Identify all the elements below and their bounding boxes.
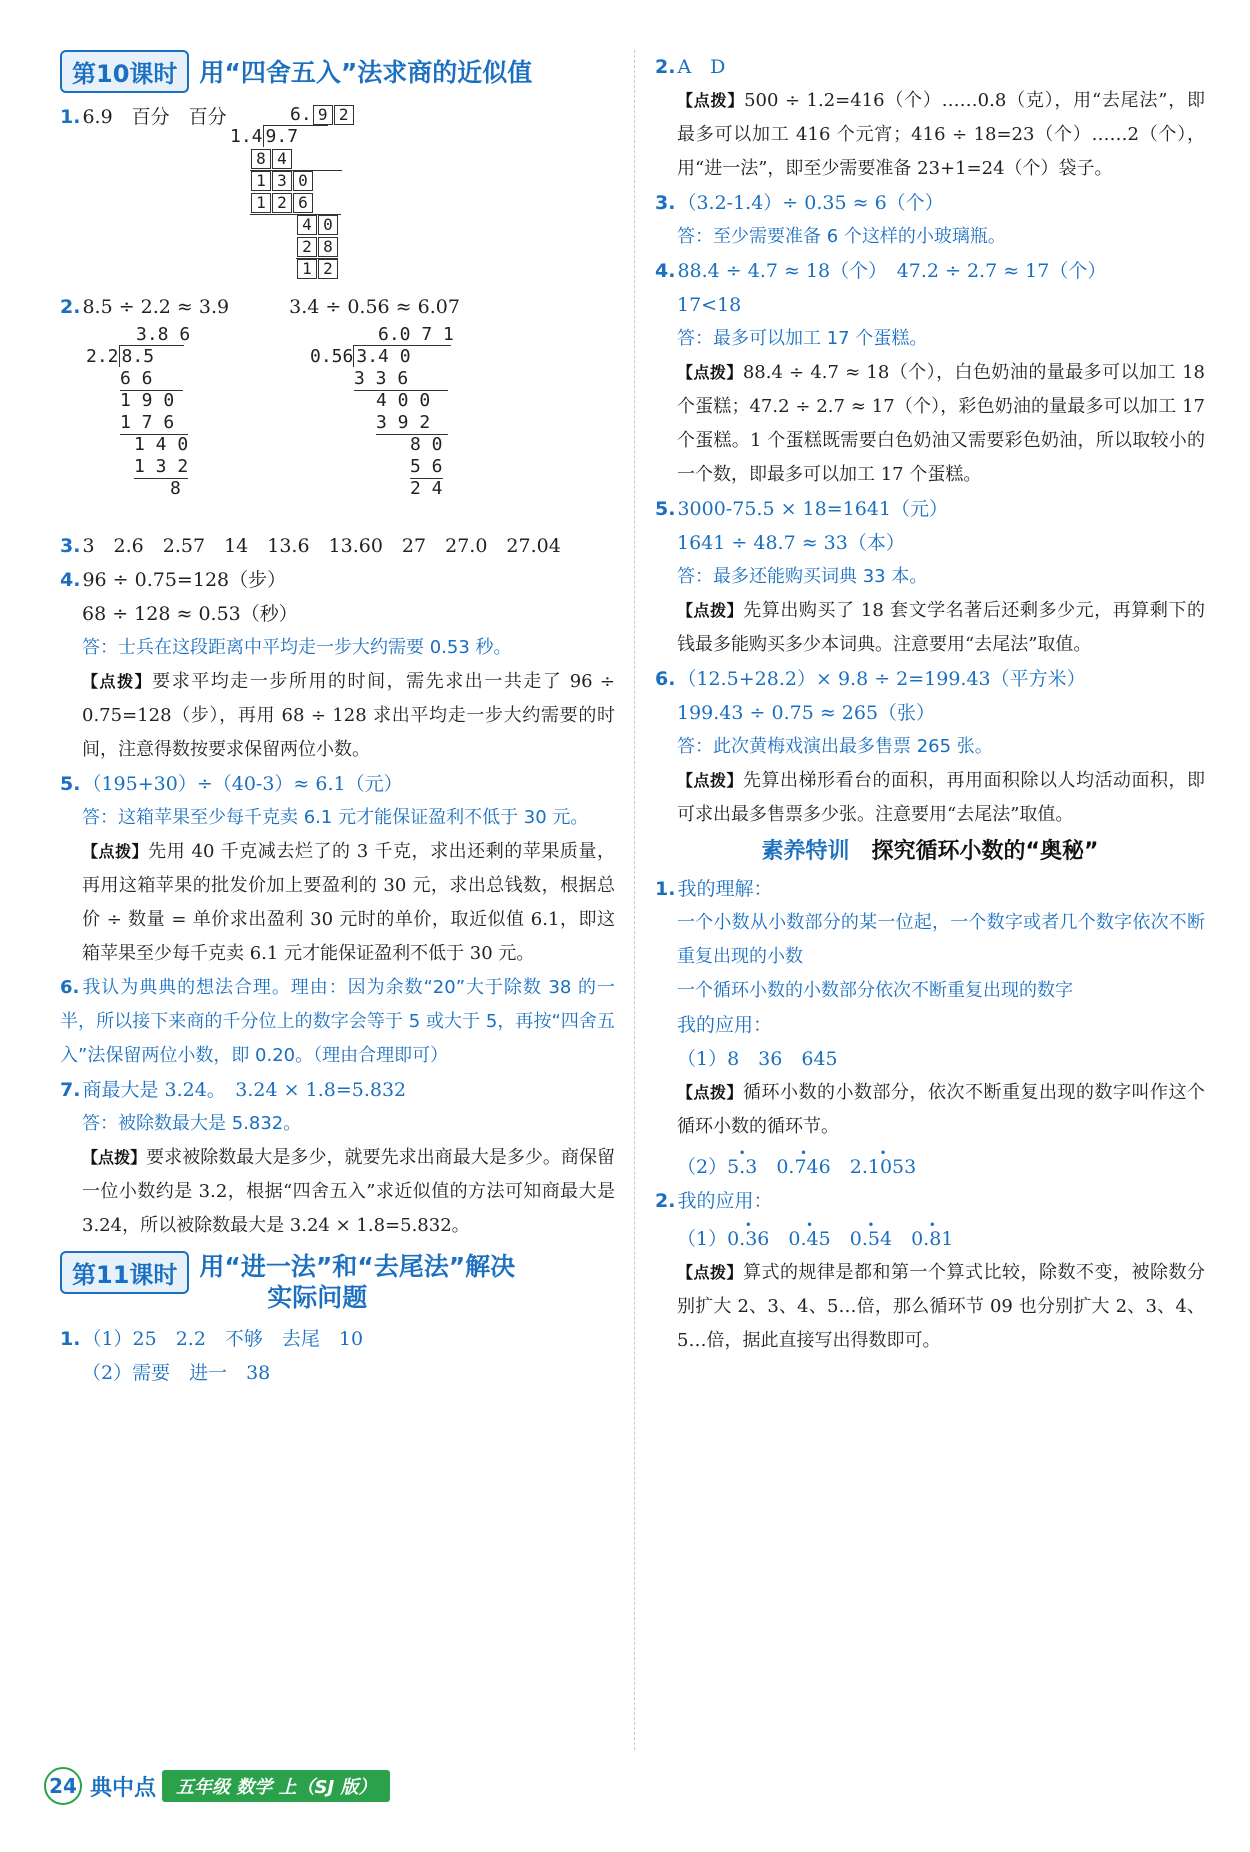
q-line: 68 ÷ 128 ≈ 0.53（秒）: [82, 603, 298, 625]
tip-tag: 【点拨】: [82, 842, 149, 861]
q-number: 2.: [60, 296, 81, 318]
answer-box: 2: [272, 193, 292, 213]
answer-text: 答：这箱苹果至少每千克卖 6.1 元才能保证盈利不低于 30 元。: [82, 807, 589, 828]
tip-text: 先算出购买了 18 套文学名著后还剩多少元，再算剩下的钱最多能购买多少本词典。注意要用“去尾法”取值。: [677, 600, 1205, 655]
lesson11-title-line2: 实际问题: [267, 1283, 368, 1313]
answer-box: 0: [293, 171, 313, 191]
q-text: 6.9 百分 百分: [82, 106, 227, 128]
tip-tag: 【点拨】: [677, 363, 743, 382]
q-line: （3.2-1.4）÷ 0.35 ≈ 6（个）: [677, 192, 944, 214]
tip-block: [655, 1076, 1205, 1144]
division-step: 1 4 0: [134, 434, 189, 455]
tip-text: 先算出梯形看台的面积，再用面积除以人均活动面积，即可求出最多售票多少张。注意要用“去尾法”取值。: [677, 770, 1205, 825]
q-number: 4.: [60, 569, 81, 591]
q-number: 3.: [655, 192, 676, 214]
q2-equation-b: 3.4 ÷ 0.56 ≈ 6.07: [289, 296, 460, 318]
l10-q6: [60, 971, 615, 1073]
q-text: 3 2.6 2.57 14 13.6 13.60 27 27.0 27.04: [82, 535, 561, 557]
lesson11-title-line1: 用“进一法”和“去尾法”解决: [199, 1252, 516, 1281]
answer-text: 答：士兵在这段距离中平均走一步大约需要 0.53 秒。: [82, 637, 512, 658]
q-number: 4.: [655, 260, 676, 282]
grade-label: 五年级 数学 上（SJ 版）: [162, 1770, 390, 1802]
long-division-2b: [310, 324, 454, 500]
answer-box: 1: [251, 193, 271, 213]
repeating-decimal: • 5.3: [727, 1150, 757, 1184]
page-footer: [44, 1766, 390, 1806]
quotient: 6.0 7 1: [378, 324, 454, 345]
q-line: （195+30）÷（40-3）≈ 6.1（元）: [82, 773, 403, 795]
q-text: A D: [677, 56, 726, 78]
q-number: 5.: [655, 498, 676, 520]
tip-text: 88.4 ÷ 4.7 ≈ 18（个），白色奶油的量最多可以加工 18 个蛋糕；47.2 ÷ 2.7 ≈ 17（个），彩色奶油的量最多可以加工 17 个蛋糕。1 个蛋糕既需要白色奶油又需要彩色奶油，所以取较小的一个数，即最多可以加工 17 个蛋糕。: [677, 362, 1205, 485]
division-step: 8: [170, 478, 181, 499]
s2-heading: 我的应用：: [677, 1190, 773, 1212]
l10-q5: [60, 767, 615, 801]
answer-text: 答：最多还能购买词典 33 本。: [677, 566, 928, 587]
repeating-decimal: • 0.746: [776, 1150, 830, 1184]
tip-tag: 【点拨】: [677, 771, 743, 790]
q-number: 5.: [60, 773, 81, 795]
answer-box: 6: [293, 193, 313, 213]
tip-block: [655, 1256, 1205, 1358]
answer-text: 答：此次黄梅戏演出最多售票 265 张。: [677, 736, 993, 757]
tip-block: [655, 356, 1205, 492]
q-number: 1.: [655, 878, 676, 900]
division-step: 1 9 0: [120, 390, 175, 411]
division-step: 3 9 2: [376, 412, 448, 435]
r-q3: [655, 186, 1205, 220]
page-number: 24: [44, 1767, 82, 1805]
tip-tag: 【点拨】: [82, 672, 153, 691]
tip-text: 算式的规律是都和第一个算式比较，除数不变，被除数分别扩大 2、3、4、5…倍，那么循环节 09 也分别扩大 2、3、4、5…倍，据此直接写出得数即可。: [677, 1262, 1205, 1351]
l11-q1a: [60, 1322, 615, 1356]
divisor: 1.4: [230, 126, 263, 147]
answer-box: 4: [297, 215, 317, 235]
q-text: （1）25 2.2 不够 去尾 10: [82, 1327, 364, 1350]
answer-text: 答：最多可以加工 17 个蛋糕。: [677, 328, 928, 349]
lesson10-title: 用“四舍五入”法求商的近似值: [199, 58, 533, 87]
l10-q2: [60, 290, 615, 324]
answer-text: 答：被除数最大是 5.832。: [82, 1113, 302, 1134]
tip-block: [60, 835, 615, 971]
r-q4: [655, 254, 1205, 288]
r-q2: [655, 50, 1205, 84]
q-number: 6.: [60, 977, 80, 998]
right-column: [655, 50, 1205, 1358]
s1-answer-1: （1）8 36 645: [677, 1048, 838, 1070]
q-line: 3000-75.5 × 18=1641（元）: [677, 498, 948, 520]
tip-text: 要求平均走一步所用的时间，需先求出一共走了 96 ÷ 0.75=128（步），再用 68 ÷ 128 求出平均走一步大约需要的时间，注意得数按要求保留两位小数。: [82, 671, 615, 760]
tip-block: [655, 764, 1205, 832]
divisor: 2.2: [86, 346, 119, 367]
division-step: 1 7 6: [120, 412, 188, 435]
left-column: [60, 50, 615, 1390]
tip-block: [60, 665, 615, 767]
division-step: 6 6: [120, 368, 183, 391]
repeating-decimal: • 0.45: [788, 1222, 830, 1256]
tip-text: 500 ÷ 1.2=416（个）……0.8（克），用“去尾法”，即最多可以加工 416 个元宵；416 ÷ 18=23（个）……2（个），用“进一法”，即至少需要准备 23+1=24（个）袋子。: [677, 90, 1205, 179]
q-text: （2）需要 进一 38: [82, 1361, 271, 1384]
answer-box: 4: [272, 149, 292, 169]
column-divider: [634, 50, 635, 1750]
answer-box: 9: [313, 105, 333, 125]
division-step: 8 0: [410, 434, 443, 455]
q-number: 6.: [655, 668, 676, 690]
q-number: 2.: [655, 1190, 676, 1212]
lesson11-title: [199, 1251, 515, 1314]
q2-divisions: [60, 324, 615, 529]
s1-answer-2: [655, 1150, 1205, 1184]
divisor: 0.56: [310, 346, 354, 367]
answer-box: 2: [334, 105, 354, 125]
q-number: 1.: [60, 1327, 81, 1350]
repeating-decimal: • 2.1053: [850, 1150, 916, 1184]
s1-apply-heading: 我的应用：: [677, 1014, 773, 1036]
tip-tag: 【点拨】: [677, 91, 745, 110]
lesson11-header: [60, 1251, 615, 1314]
tip-tag: 【点拨】: [677, 1263, 743, 1282]
answer-box: 1: [297, 259, 317, 279]
answer-box: 8: [318, 237, 338, 257]
tip-block: [60, 1141, 615, 1243]
q-line: 17<18: [677, 294, 742, 316]
q-number: 1.: [60, 106, 81, 128]
tip-text: 要求被除数最大是多少，就要先求出商最大是多少。商保留一位小数约是 3.2，根据“四舍五入”求近似值的方法可知商最大是 3.24，所以被除数最大是 3.24 × 1.8=5.832。: [82, 1147, 615, 1236]
dividend: 9.7: [263, 125, 329, 147]
answer-box: 0: [318, 215, 338, 235]
answer-text: 一个循环小数的小数部分依次不断重复出现的数字: [677, 980, 1073, 1001]
special-title-b: 探究循环小数的“奥秘”: [871, 839, 1099, 864]
division-step: 1 3 2: [134, 456, 189, 477]
answer-box: 8: [251, 149, 271, 169]
repeating-decimal: • 0.36: [727, 1222, 769, 1256]
dividend: 8.5: [119, 345, 185, 367]
repeating-decimal: • 0.81: [911, 1222, 953, 1256]
s1-head: [655, 872, 1205, 906]
tip-block: [655, 84, 1205, 186]
long-division-1: [230, 104, 615, 280]
repeating-decimal: • 0.54: [850, 1222, 892, 1256]
long-division-2a: [86, 324, 190, 500]
answer-box: 3: [272, 171, 292, 191]
division-step: 5 6: [410, 456, 443, 477]
s2-answer: [655, 1222, 1205, 1256]
quotient-prefix: 6.: [290, 104, 312, 125]
answer-text: 一个小数从小数部分的某一位起，一个数字或者几个数字依次不断重复出现的小数: [677, 912, 1205, 967]
q-line: 96 ÷ 0.75=128（步）: [82, 569, 287, 591]
lesson10-header: [60, 50, 615, 92]
lesson10-tag: 第10课时: [60, 50, 189, 93]
quotient: 3.8 6: [136, 324, 191, 345]
answer-text: 我认为典典的想法合理。理由：因为余数“20”大于除数 38 的一半，所以接下来商的千分位上的数字会等于 5 或大于 5，再按“四舍五入”法保留两位小数，即 0.20。（理由合理即可）: [60, 977, 615, 1066]
r-q5: [655, 492, 1205, 526]
answer-box: 1: [251, 171, 271, 191]
lesson11-tag: 第11课时: [60, 1251, 189, 1294]
q2-equation-a: 8.5 ÷ 2.2 ≈ 3.9: [82, 296, 230, 318]
special-title-a: 素养特训: [761, 839, 850, 864]
tip-tag: 【点拨】: [677, 601, 744, 620]
q-line: （12.5+28.2）× 9.8 ÷ 2=199.43（平方米）: [677, 668, 1086, 690]
q-line: 88.4 ÷ 4.7 ≈ 18（个） 47.2 ÷ 2.7 ≈ 17（个）: [677, 260, 1107, 282]
s1-heading: 我的理解：: [677, 878, 773, 900]
l10-q7: [60, 1073, 615, 1107]
l10-q3: [60, 529, 615, 563]
q-number: 7.: [60, 1079, 81, 1101]
tip-block: [655, 594, 1205, 662]
answer-prefix: （2）: [677, 1156, 728, 1178]
dividend: 3.4 0: [353, 345, 450, 367]
tip-text: 循环小数的小数部分，依次不断重复出现的数字叫作这个循环小数的循环节。: [677, 1082, 1205, 1137]
q-line: 1641 ÷ 48.7 ≈ 33（本）: [677, 532, 905, 554]
tip-tag: 【点拨】: [82, 1148, 147, 1167]
answer-box: 2: [318, 259, 338, 279]
special-section-title: [655, 832, 1205, 872]
division-step: 3 3 6: [354, 368, 448, 391]
q-line: 199.43 ÷ 0.75 ≈ 265（张）: [677, 702, 936, 724]
r-q6: [655, 662, 1205, 696]
answer-text: 答：至少需要准备 6 个这样的小玻璃瓶。: [677, 226, 1006, 247]
division-step: 4 0 0: [376, 390, 431, 411]
brand-logo: 典中点: [90, 1775, 157, 1801]
tip-text: 先用 40 千克减去烂了的 3 千克，求出还剩的苹果质量，再用这箱苹果的批发价加上要盈利的 30 元，求出总钱数，根据总价 ÷ 数量 = 单价求出盈利 30 元时的单价，取近似值 6.1，即这箱苹果至少每千克卖 6.1 元才能保证盈利不低于 30 元。: [82, 841, 615, 964]
q-number: 2.: [655, 56, 676, 78]
answer-prefix: （1）: [677, 1228, 728, 1250]
division-step: 2 4: [410, 478, 443, 499]
tip-tag: 【点拨】: [677, 1083, 743, 1102]
answer-box: 2: [297, 237, 317, 257]
q-line: 商最大是 3.24。 3.24 × 1.8=5.832: [82, 1079, 407, 1101]
l10-q4: [60, 563, 615, 597]
q-number: 3.: [60, 535, 81, 557]
